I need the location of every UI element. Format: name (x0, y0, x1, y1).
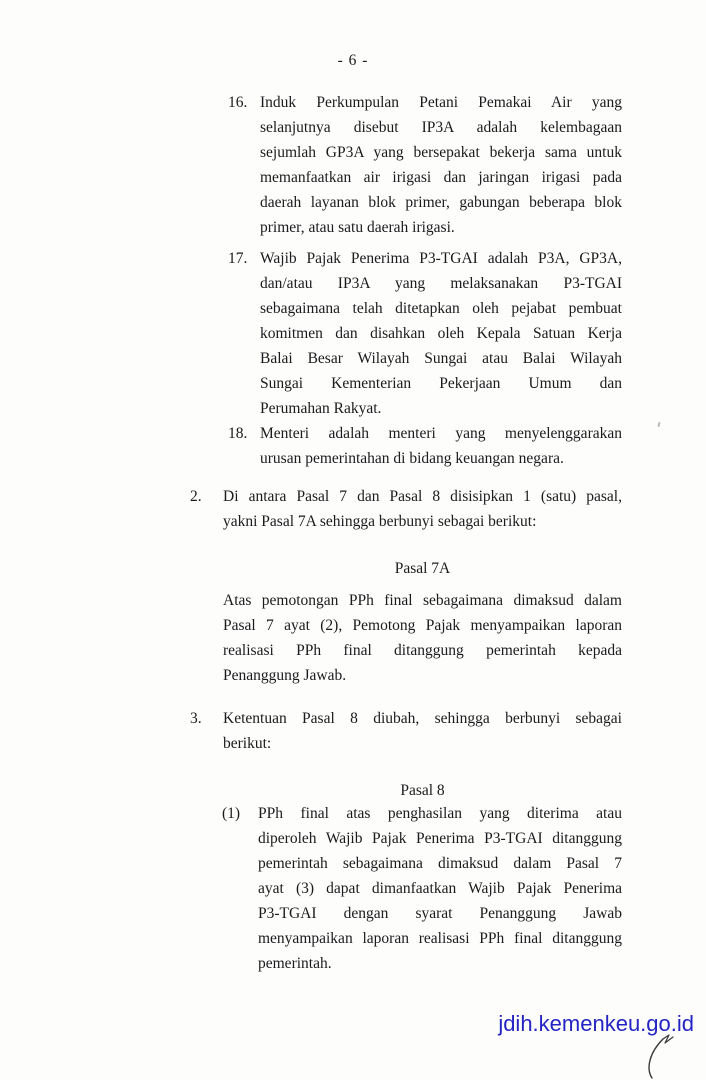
text-line: ayat (3) dapat dimanfaatkan Wajib Pajak Penerima (258, 880, 622, 897)
text-line: urusan pemerintahan di bidang keuangan negara. (260, 450, 564, 467)
list-item-16 (228, 90, 622, 240)
text-line: PPh final atas penghasilan yang diterima atau (258, 805, 622, 822)
list-item-18 (228, 421, 622, 471)
jdih-watermark: jdih.kemenkeu.go.id (498, 1011, 694, 1036)
list-item-ayat-1 (222, 801, 622, 976)
article-body-pasal-7a (223, 588, 622, 688)
text-line: daerah layanan blok primer, gabungan beberapa blok (260, 194, 622, 211)
text-line: menyampaikan laporan realisasi PPh final ditanggung (258, 930, 622, 947)
text-line: sejumlah GP3A yang bersepakat bekerja sama untuk (260, 144, 622, 161)
text-line: yakni Pasal 7A sehingga berbunyi sebagai berikut: (223, 513, 537, 530)
text-line: Induk Perkumpulan Petani Pemakai Air yang (260, 94, 622, 111)
text-line: pemerintah. (258, 955, 332, 972)
text-line: Menteri adalah menteri yang menyelenggarakan (260, 425, 622, 442)
list-item-17 (228, 246, 622, 421)
text-line: dan/atau IP3A yang melaksanakan P3-TGAI (260, 275, 622, 292)
list-item-text (223, 484, 622, 534)
article-heading-pasal-8: Pasal 8 (400, 782, 445, 799)
scan-artifact (658, 422, 661, 427)
text-line: Atas pemotongan PPh final sebagaimana dimaksud dalam (223, 592, 622, 609)
text-line: Pasal 7 ayat (2), Pemotong Pajak menyampaikan laporan (223, 617, 622, 634)
text-line: diperoleh Wajib Pajak Penerima P3-TGAI ditanggung (258, 830, 622, 847)
text-line: Perumahan Rakyat. (260, 400, 382, 417)
list-item-2 (190, 484, 622, 534)
page-number: - 6 - (337, 52, 369, 69)
list-item-number: 16. (228, 94, 248, 111)
text-line: Wajib Pajak Penerima P3-TGAI adalah P3A, GP3A, (260, 250, 622, 267)
text-line: primer, atau satu daerah irigasi. (260, 219, 455, 236)
text-line: komitmen dan disahkan oleh Kepala Satuan Kerja (260, 325, 622, 342)
text-line: Ketentuan Pasal 8 diubah, sehingga berbunyi sebagai (223, 710, 622, 727)
text-line: Balai Besar Wilayah Sungai atau Balai Wilayah (260, 350, 622, 367)
text-line: sebagaimana telah ditetapkan oleh pejabat pembuat (260, 300, 622, 317)
list-item-number: (1) (222, 805, 241, 822)
text-line: pemerintah sebagaimana dimaksud dalam Pasal 7 (258, 855, 622, 872)
list-item-number: 17. (228, 250, 248, 267)
text-line: memanfaatkan air irigasi dan jaringan irigasi pada (260, 169, 622, 186)
text-line: selanjutnya disebut IP3A adalah kelembagaan (260, 119, 622, 136)
list-item-text (260, 421, 622, 471)
list-item-number: 2. (190, 488, 202, 505)
list-item-text (260, 90, 622, 240)
list-item-text (260, 246, 622, 421)
list-item-3 (190, 706, 622, 756)
text-line: Sungai Kementerian Pekerjaan Umum dan (260, 375, 622, 392)
list-item-number: 18. (228, 425, 248, 442)
list-item-text (258, 801, 622, 976)
text-line: P3-TGAI dengan syarat Penanggung Jawab (258, 905, 622, 922)
text-line: berikut: (223, 735, 272, 752)
text-line: Di antara Pasal 7 dan Pasal 8 disisipkan 1 (satu) pasal, (223, 488, 622, 505)
list-item-number: 3. (190, 710, 202, 727)
text-line: realisasi PPh final ditanggung pemerintah kepada (223, 642, 622, 659)
text-line: Penanggung Jawab. (223, 667, 347, 684)
list-item-text (223, 706, 622, 756)
signature-paraph-icon (642, 1032, 678, 1080)
article-heading-pasal-7a: Pasal 7A (394, 560, 451, 577)
